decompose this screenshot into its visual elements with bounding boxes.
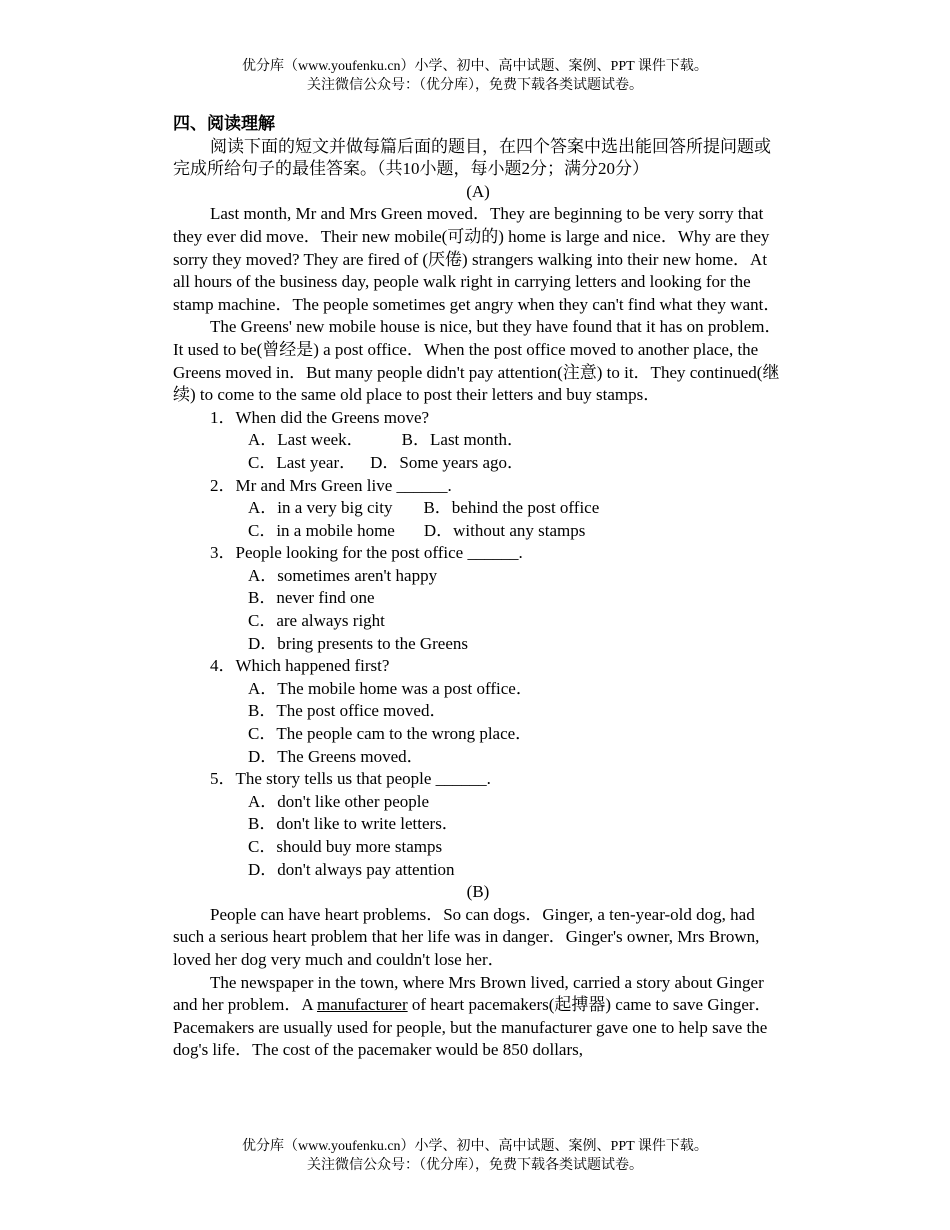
option-c[interactable]: C．Last year． [248,452,357,472]
passage-b-label: (B) [466,882,490,902]
paragraph-text: The newspaper in the town, where Mrs Brown lived, carried a story about Ginger and her problem．A [173,972,764,1015]
option-row [248,497,783,520]
option-c[interactable]: C．are always right [248,611,385,631]
option-b[interactable]: B．The post office moved． [248,701,447,721]
section-title: 四、阅读理解 [173,114,275,133]
question-4 [173,655,783,768]
underlined-word: manufacturer [317,995,408,1015]
question-stem: 3．People looking for the post office ______. [210,543,523,563]
option-a[interactable]: A．don't like other people [248,791,430,811]
passage-b-paragraph-1: People can have heart problems．So can dogs．Ginger, a ten-year-old dog, had such a serious heart problem that her life was in danger．Ginger's owner, Mrs Brown, loved her dog very much and couldn't lose her． [173,904,760,969]
option-row [248,429,783,452]
option-b[interactable]: B．never find one [248,588,375,608]
footer-line-1: 优分库（www.youfenku.cn）小学、初中、高中试题、案例、PPT 课件下载。 [242,1139,708,1154]
option-b[interactable]: B．behind the post office [423,498,600,518]
option-c[interactable]: C．The people cam to the wrong place． [248,724,533,744]
question-stem: 2．Mr and Mrs Green live ______. [210,475,452,495]
question-5 [173,768,783,881]
option-a[interactable]: A．Last week． [248,430,364,450]
question-stem: 4．Which happened first? [210,656,390,676]
page-footer [0,1137,950,1175]
option-row [248,452,783,475]
footer-line-2: 关注微信公众号：（优分库），免费下载各类试题试卷。 [307,1158,643,1173]
option-d[interactable]: D．Some years ago． [370,452,525,472]
option-d[interactable]: D．without any stamps [423,520,586,540]
option-b[interactable]: B．Last month． [401,430,524,450]
option-a[interactable]: A．sometimes aren't happy [248,565,438,585]
option-c[interactable]: C．in a mobile home [248,520,395,540]
paragraph-text: of heart pacemakers(起搏器) came to save Ginger．Pacemakers are usually used for people, but the manufacturer gave one to help save the dog's life．The cost of the pacemaker would be 850 dollars, [173,995,772,1060]
header-line-1: 优分库（www.youfenku.cn）小学、初中、高中试题、案例、PPT 课件下载。 [242,59,708,74]
question-stem: 5．The story tells us that people ______. [210,769,491,789]
option-d[interactable]: D．don't always pay attention [248,859,455,879]
option-a[interactable]: A．in a very big city [248,498,393,518]
option-b[interactable]: B．don't like to write letters． [248,814,459,834]
option-d[interactable]: D．The Greens moved． [248,746,424,766]
option-c[interactable]: C．should buy more stamps [248,837,443,856]
section-instructions: 阅读下面的短文并做每篇后面的题目，在四个答案中选出能回答所提问题或完成所给句子的最佳答案。（共10小题，每小题2分；满分20分） [173,136,771,179]
option-a[interactable]: A．The mobile home was a post office． [248,678,533,698]
option-row [248,520,783,543]
passage-a-paragraph-2: The Greens' new mobile house is nice, but they have found that it has on problem．It used to be(曾经是) a post office．When the post office moved to another place, the Greens moved in．But many people didn't pay attention(注意) to it．They continued(继续) to come to the same old place to post their letters and buy stamps． [173,317,782,405]
passage-b-paragraph-2 [173,972,783,1062]
header-line-2: 关注微信公众号：（优分库），免费下载各类试题试卷。 [307,78,643,93]
page-header [0,57,950,95]
question-2 [173,475,783,543]
question-stem: 1．When did the Greens move? [210,407,430,427]
exam-content [173,113,783,1062]
option-d[interactable]: D．bring presents to the Greens [248,633,469,653]
passage-a-label: (A) [466,181,490,201]
question-3 [173,542,783,655]
question-1 [173,407,783,475]
passage-a-paragraph-1: Last month, Mr and Mrs Green moved．They are beginning to be very sorry that they ever did move．Their new mobile(可动的) home is large and nice．Why are they sorry they moved? They are fired of (厌倦) strangers walking into their new home．At all hours of the business day, people walk right in carrying letters and looking for the stamp machine．The people sometimes get angry when they can't find what they want． [173,204,781,314]
